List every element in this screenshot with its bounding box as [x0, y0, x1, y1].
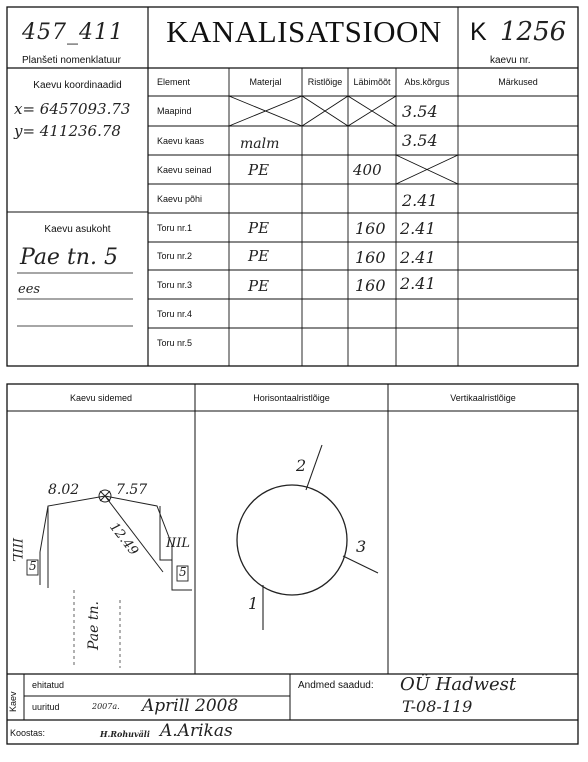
pipe-label-3: 3 — [356, 537, 367, 556]
table-row-element: Maapind — [157, 106, 192, 116]
table-header-diameter: Läbimõõt — [353, 77, 391, 87]
kaev-label: Kaev — [8, 691, 18, 712]
distance-label-2: 7.57 — [116, 482, 148, 498]
table-row-diameter: 160 — [355, 247, 386, 267]
pipe-label-2: 2 — [296, 456, 307, 475]
table-row-material: malm — [240, 135, 280, 152]
table-row-abs: 2.41 — [400, 247, 436, 267]
table-row-diameter: 160 — [355, 276, 386, 295]
wall-number-2: 5 — [179, 565, 187, 579]
table-row-element: Kaevu kaas — [157, 135, 205, 146]
table-row-element: Toru nr.2 — [157, 251, 193, 261]
table-row-element: Kaevu põhi — [157, 193, 203, 204]
surveyed-value: Aprill 2008 — [142, 696, 239, 716]
table-row-abs: 3.54 — [402, 101, 438, 121]
form-title: KANALISATSIOON — [166, 14, 442, 49]
well-number-value: 1256 — [500, 17, 567, 47]
location-label: Kaevu asukoht — [44, 224, 111, 235]
table-row-abs: 2.41 — [402, 191, 438, 210]
coordinate-x: x= 6457093.73 — [14, 100, 131, 118]
table-row-element: Toru nr.5 — [157, 338, 193, 348]
table-header-abs-height: Abs.kõrgus — [404, 77, 450, 87]
nomenclature-value: 457_411 — [22, 20, 124, 45]
coordinate-y: y= 411236.78 — [14, 122, 121, 140]
wall-label-2: IIIL — [166, 536, 191, 551]
table-header-notes: Märkused — [498, 77, 538, 87]
data-source-label: Andmed saadud: — [298, 680, 374, 691]
table-row-material: PE — [248, 160, 270, 179]
pipe-label-1: 1 — [248, 594, 259, 613]
table-row-element: Toru nr.3 — [157, 279, 193, 290]
table-row-abs: 2.41 — [400, 219, 436, 238]
table-header-element: Element — [157, 77, 191, 87]
sketch-header-connections: Kaevu sidemed — [69, 392, 133, 403]
table-row-diameter: 400 — [353, 160, 382, 179]
data-source-value-1: OÜ Hadwest — [400, 674, 517, 695]
table-row-material: PE — [248, 247, 270, 265]
table-row-abs: 3.54 — [402, 131, 438, 150]
table-header-material: Materjal — [249, 77, 282, 87]
location-line-2: ees — [18, 282, 41, 297]
author-handwritten: A.Arikas — [160, 721, 233, 741]
data-source-value-2: T-08-119 — [402, 697, 473, 716]
table-row-diameter: 160 — [355, 219, 386, 238]
wall-label-1: IIIL — [9, 538, 24, 563]
distance-label-3: 12.49 — [106, 520, 141, 559]
sketch-header-horizontal: Horisontaalristlõige — [253, 392, 330, 403]
distance-label-1: 8.02 — [48, 482, 80, 498]
well-number-prefix: K — [470, 18, 487, 46]
surveyed-label: uuritud — [32, 702, 60, 712]
table-row-element: Toru nr.4 — [157, 308, 193, 319]
table-row-material: PE — [248, 218, 270, 237]
surveyed-year: 2007a. — [92, 702, 120, 711]
table-row-element: Kaevu seinad — [157, 164, 212, 175]
well-number-label: kaevu nr. — [490, 55, 531, 66]
table-header-section: Ristlõige — [307, 77, 343, 87]
sketch-header-vertical: Vertikaalristlõige — [450, 392, 516, 403]
street-label: Pae tn. — [86, 601, 102, 650]
built-label: ehitatud — [32, 680, 65, 690]
table-row-material: PE — [248, 276, 270, 295]
location-line-1: Pae tn. 5 — [20, 245, 118, 270]
table-row-abs: 2.41 — [400, 274, 436, 293]
author-label: Koostas: — [10, 728, 46, 738]
author-printed: H.Rohuväli — [100, 729, 150, 739]
nomenclature-label: Planšeti nomenklatuur — [22, 55, 121, 66]
wall-number-1: 5 — [29, 559, 37, 573]
table-row-element: Toru nr.1 — [157, 222, 193, 233]
coordinates-label: Kaevu koordinaadid — [33, 80, 122, 91]
